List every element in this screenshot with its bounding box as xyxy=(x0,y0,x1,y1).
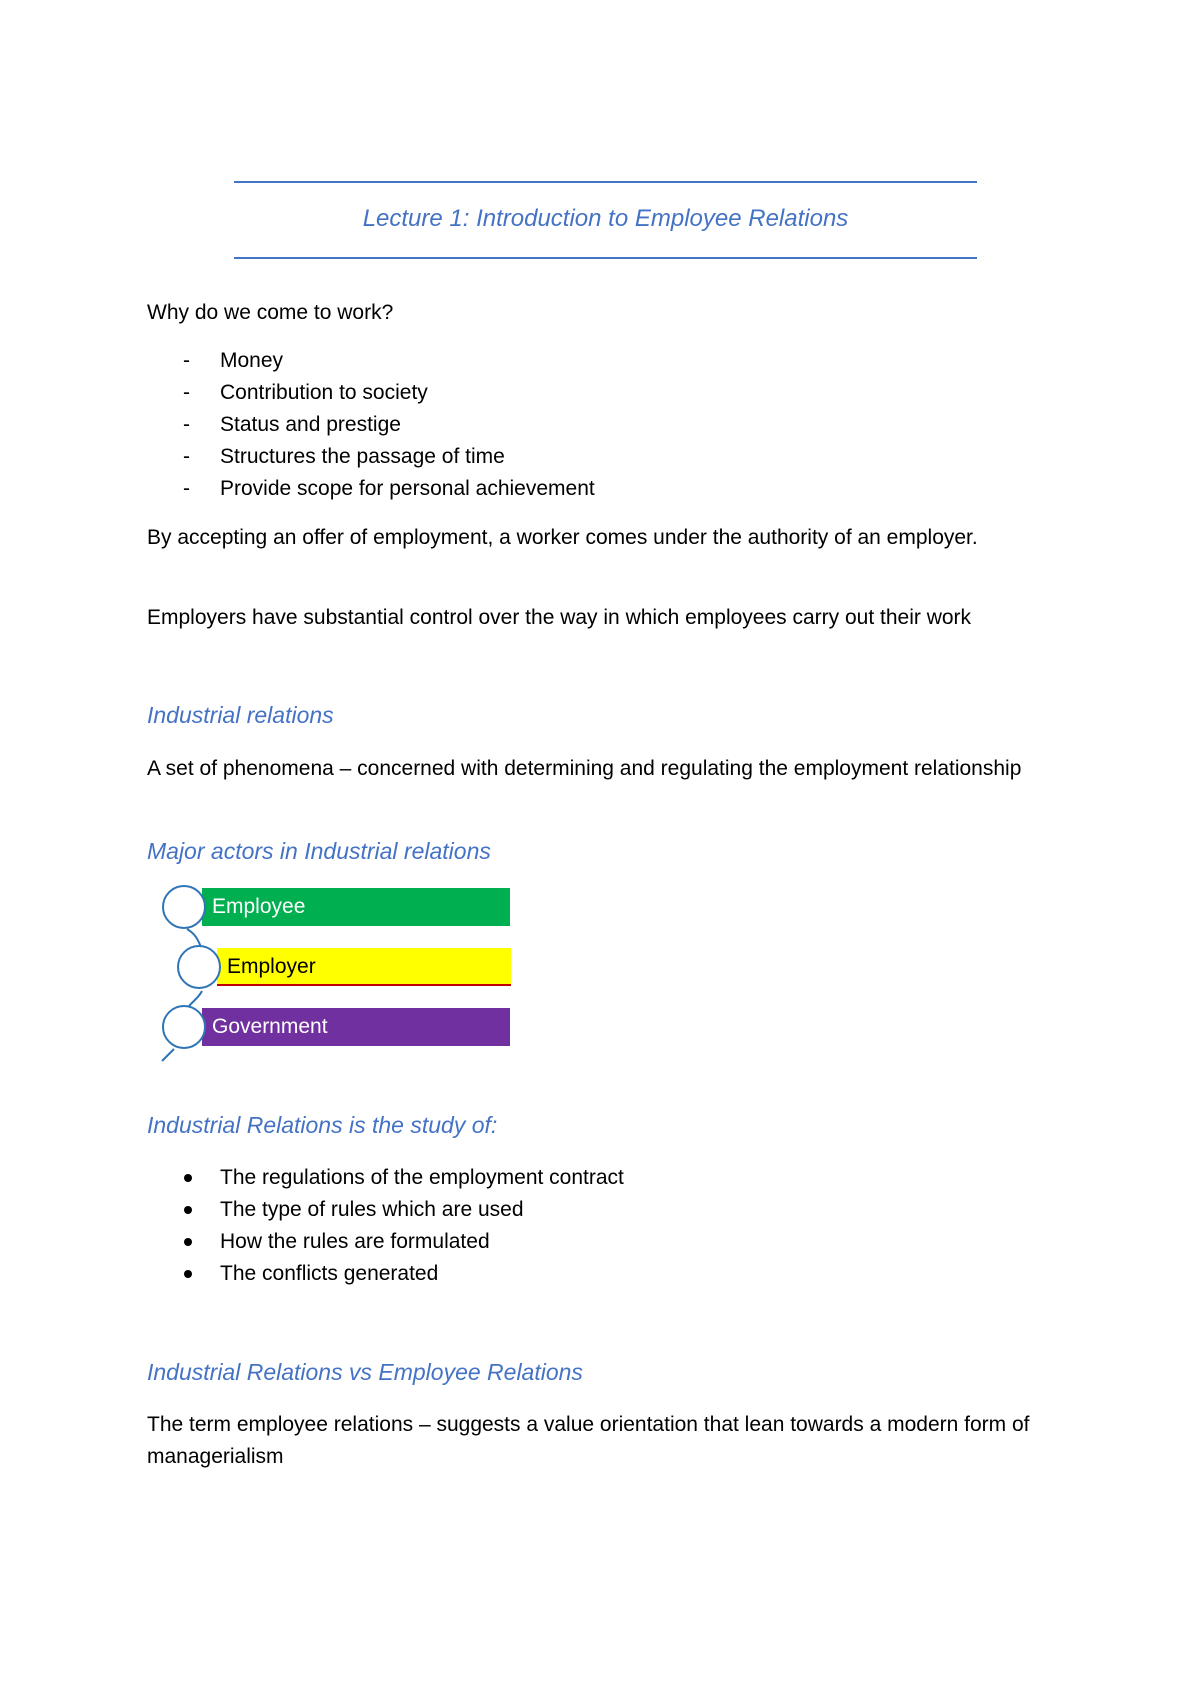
bullet-marker xyxy=(184,1238,192,1246)
actor-government-circle xyxy=(162,1005,206,1049)
list-item xyxy=(147,1258,624,1290)
employment-authority-paragraph: By accepting an offer of employment, a worker comes under the authority of an employer. xyxy=(147,526,978,549)
dash-marker: - xyxy=(183,349,190,372)
ir-vs-er-heading: Industrial Relations vs Employee Relations xyxy=(147,1359,583,1385)
industrial-relations-heading: Industrial relations xyxy=(147,702,334,728)
major-actors-heading: Major actors in Industrial relations xyxy=(147,838,491,864)
actor-government-bar xyxy=(202,1008,510,1046)
actor-government-label: Government xyxy=(212,1015,328,1038)
title-block xyxy=(234,181,977,261)
ir-vs-er-paragraph: The term employee relations – suggests a value orientation that lean towards a modern form of managerialism xyxy=(147,1413,1030,1468)
study-of-heading: Industrial Relations is the study of: xyxy=(147,1112,498,1138)
dash-marker: - xyxy=(183,413,190,436)
reasons-list xyxy=(147,345,595,505)
actor-employer-label: Employer xyxy=(227,955,316,978)
actor-employee-label: Employee xyxy=(212,895,306,918)
dash-marker: - xyxy=(183,445,190,468)
actor-employer-bar xyxy=(217,948,511,986)
study-of-list xyxy=(147,1162,624,1290)
dash-marker: - xyxy=(183,381,190,404)
actor-employer-circle xyxy=(177,945,221,989)
list-item-text: The conflicts generated xyxy=(220,1262,439,1285)
bullet-marker xyxy=(184,1206,192,1214)
list-item-text: The regulations of the employment contract xyxy=(220,1166,624,1189)
document-title: Lecture 1: Introduction to Employee Relations xyxy=(362,205,849,232)
list-item xyxy=(147,1162,624,1194)
title-bottom-rule xyxy=(234,257,977,259)
actor-employee-circle xyxy=(162,885,206,929)
bullet-marker xyxy=(184,1270,192,1278)
intro-question: Why do we come to work? xyxy=(147,301,394,324)
bullet-marker xyxy=(184,1174,192,1182)
list-item xyxy=(147,377,595,409)
employer-control-paragraph: Employers have substantial control over the way in which employees carry out their work xyxy=(147,606,972,629)
list-item-text: How the rules are formulated xyxy=(220,1230,490,1253)
list-item xyxy=(147,1226,624,1258)
list-item xyxy=(147,409,595,441)
dash-marker: - xyxy=(183,477,190,500)
list-item-text: Structures the passage of time xyxy=(220,445,505,468)
actor-employee-bar xyxy=(202,888,510,926)
list-item-text: Money xyxy=(220,349,284,372)
list-item-text: Provide scope for personal achievement xyxy=(220,477,595,500)
major-actors-diagram xyxy=(160,885,520,1065)
list-item xyxy=(147,345,595,377)
list-item xyxy=(147,441,595,473)
list-item-text: The type of rules which are used xyxy=(220,1198,524,1221)
list-item-text: Status and prestige xyxy=(220,413,401,436)
list-item xyxy=(147,473,595,505)
list-item xyxy=(147,1194,624,1226)
industrial-relations-definition: A set of phenomena – concerned with determining and regulating the employment relationship xyxy=(147,757,1022,780)
title-top-rule xyxy=(234,181,977,183)
list-item-text: Contribution to society xyxy=(220,381,428,404)
